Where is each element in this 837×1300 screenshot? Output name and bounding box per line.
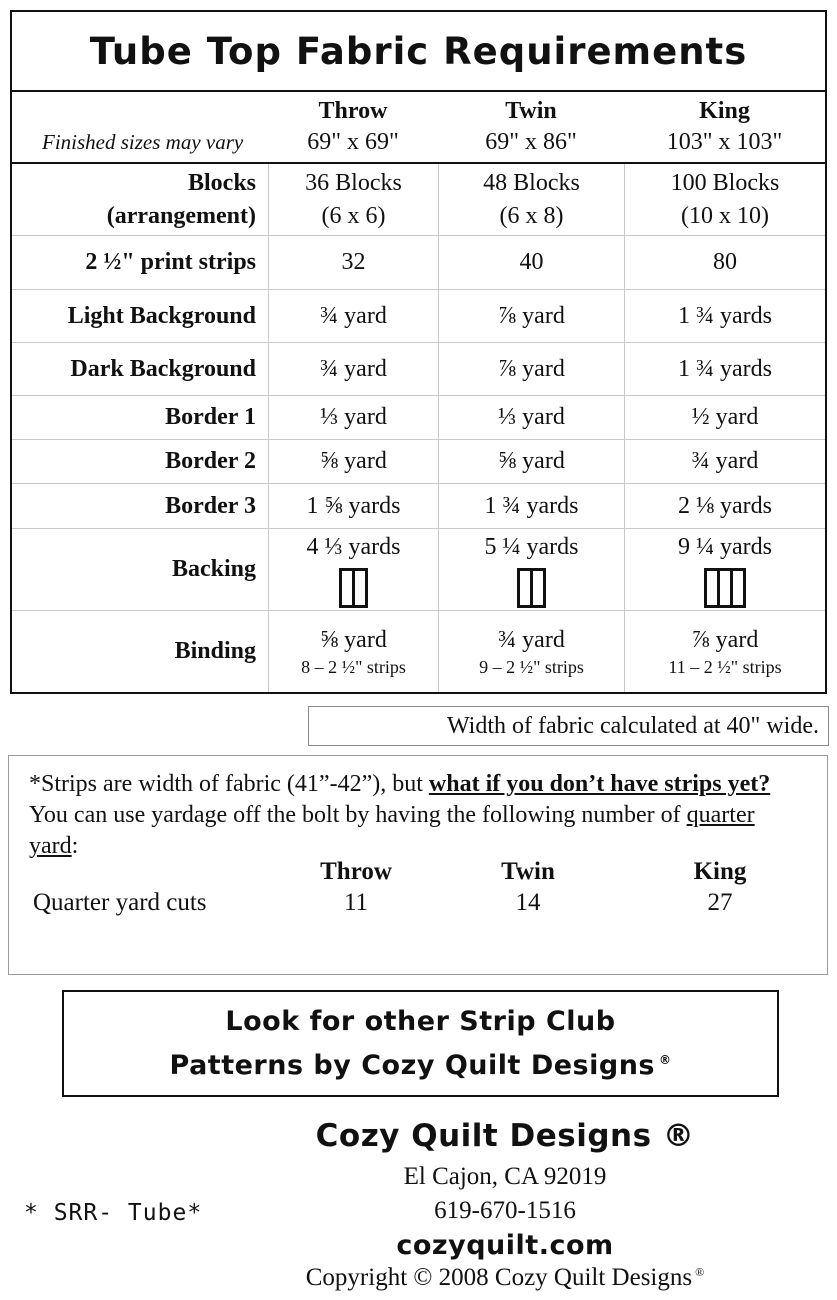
strips-question-emphasis: what if you don’t have strips yet?: [428, 771, 771, 797]
finished-sizes-note: Finished sizes may vary: [42, 130, 244, 154]
table-row-print-strips: [12, 235, 825, 289]
row-label: 2 ½" print strips: [85, 249, 256, 276]
table-row-border-3: [12, 483, 825, 528]
quarter-value-throw: 11: [343, 889, 369, 916]
column-name: Throw: [318, 97, 388, 124]
fabric-requirements-table: [10, 10, 827, 694]
cell-lightbg-throw: ¾ yard: [268, 290, 438, 342]
quarter-header-king: King: [693, 858, 747, 885]
table-row-border-1: [12, 395, 825, 439]
footer-address: El Cajon, CA 92019: [403, 1163, 607, 1190]
column-size: 69" x 86": [485, 128, 577, 155]
cell-binding-twin: ¾ yard 9 – 2 ½" strips: [438, 611, 624, 692]
cell-backing-king: 9 ¼ yards: [624, 529, 825, 610]
table-row-blocks: [12, 164, 825, 235]
cell-darkbg-king: 1 ¾ yards: [624, 343, 825, 395]
cell-binding-king: ⅞ yard 11 – 2 ½" strips: [624, 611, 825, 692]
footer-brand: Cozy Quilt Designs ®: [315, 1118, 695, 1154]
footer-phone: 619-670-1516: [434, 1197, 576, 1224]
cell-border2-king: ¾ yard: [624, 440, 825, 483]
cell-lightbg-twin: ⅞ yard: [438, 290, 624, 342]
footer-website: cozyquilt.com: [396, 1230, 614, 1261]
row-label: Backing: [171, 556, 256, 583]
cell-lightbg-king: 1 ¾ yards: [624, 290, 825, 342]
column-size: 69" x 69": [307, 128, 399, 155]
quarter-value-twin: 14: [515, 889, 541, 916]
table-header-row: [12, 92, 825, 164]
column-name: King: [699, 97, 750, 124]
cell-border3-king: 2 ⅛ yards: [624, 484, 825, 528]
registered-mark: ®: [695, 1264, 705, 1279]
pattern-sku: * SRR- Tube*: [24, 1200, 203, 1226]
footer-copyright: Copyright © 2008 Cozy Quilt Designs ®: [305, 1264, 705, 1291]
cell-border2-throw: ⅝ yard: [268, 440, 438, 483]
table-row-binding: [12, 610, 825, 692]
cell-darkbg-twin: ⅞ yard: [438, 343, 624, 395]
row-label: Binding: [174, 638, 256, 665]
row-label: Blocks (arrangement): [106, 170, 256, 229]
table-row-light-background: [12, 289, 825, 342]
backing-seam-diagram-icon: [339, 568, 368, 608]
strip-club-promo-box: [62, 990, 779, 1097]
row-label: Border 1: [165, 404, 256, 431]
table-row-backing: [12, 528, 825, 610]
backing-seam-diagram-icon: [704, 568, 746, 608]
quarter-value-king: 27: [707, 889, 733, 916]
table-row-dark-background: [12, 342, 825, 395]
strips-paragraph: *Strips are width of fabric (41”-42”), but what if you don’t have strips yet? You can use yardage off the bolt by having the following number of quarter yard:: [29, 771, 771, 859]
row-label: Border 2: [165, 448, 256, 475]
column-size: 103" x 103": [666, 128, 783, 155]
cell-border1-throw: ⅓ yard: [268, 396, 438, 439]
backing-seam-diagram-icon: [517, 568, 546, 608]
promo-line-2: Patterns by Cozy Quilt Designs ®: [169, 1049, 672, 1081]
row-label: Dark Background: [70, 355, 256, 382]
registered-mark: ®: [658, 1052, 672, 1067]
cell-border3-twin: 1 ¾ yards: [438, 484, 624, 528]
column-header-king: [624, 92, 825, 162]
cell-blocks-twin: 48 Blocks (6 x 8): [438, 164, 624, 235]
strips-yardage-section: [8, 755, 828, 975]
quarter-header-throw: Throw: [320, 858, 392, 885]
cell-darkbg-throw: ¾ yard: [268, 343, 438, 395]
cell-strips-throw: 32: [268, 236, 438, 289]
table-row-border-2: [12, 439, 825, 483]
cell-border2-twin: ⅝ yard: [438, 440, 624, 483]
cell-blocks-king: 100 Blocks (10 x 10): [624, 164, 825, 235]
fabric-width-note: Width of fabric calculated at 40" wide.: [308, 706, 829, 746]
cell-border3-throw: 1 ⅝ yards: [268, 484, 438, 528]
column-header-throw: [268, 92, 438, 162]
column-header-twin: [438, 92, 624, 162]
cell-backing-throw: 4 ⅓ yards: [268, 529, 438, 610]
quarter-yard-emphasis: quarter yard: [29, 802, 755, 859]
cell-strips-king: 80: [624, 236, 825, 289]
cell-strips-twin: 40: [438, 236, 624, 289]
cell-border1-twin: ⅓ yard: [438, 396, 624, 439]
row-label: Light Background: [67, 302, 256, 329]
cell-backing-twin: 5 ¼ yards: [438, 529, 624, 610]
cell-binding-throw: ⅝ yard 8 – 2 ½" strips: [268, 611, 438, 692]
cell-blocks-throw: 36 Blocks (6 x 6): [268, 164, 438, 235]
page-title: Tube Top Fabric Requirements: [89, 29, 748, 73]
column-name: Twin: [505, 97, 557, 124]
promo-line-1: Look for other Strip Club: [225, 1005, 616, 1037]
table-title-row: [12, 12, 825, 92]
cell-border1-king: ½ yard: [624, 396, 825, 439]
quarter-yard-row-label: Quarter yard cuts: [33, 889, 207, 916]
row-label: Border 3: [165, 492, 256, 519]
quarter-header-twin: Twin: [501, 858, 555, 885]
